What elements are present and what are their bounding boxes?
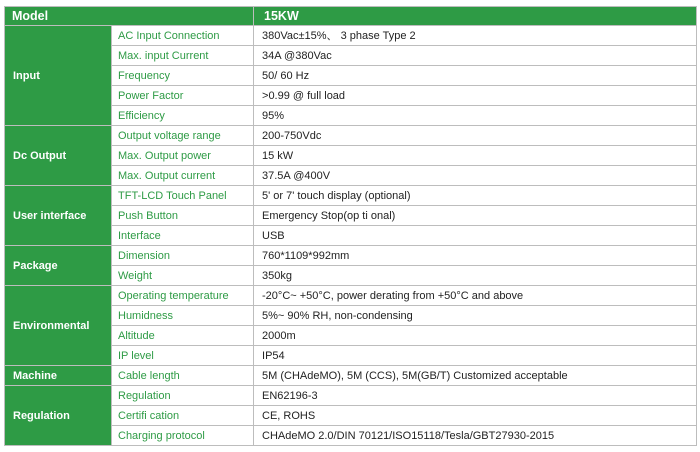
parameter-name: Max. Output power (112, 146, 254, 166)
table-row (5, 246, 697, 266)
parameter-name: IP level (112, 346, 254, 366)
parameter-value: 200-750Vdc (254, 126, 697, 146)
group-label: Dc Output (5, 126, 112, 186)
table-row (5, 366, 697, 386)
model-header-value: 15KW (254, 7, 697, 26)
parameter-value: 5M (CHAdeMO), 5M (CCS), 5M(GB/T) Customized acceptable (254, 366, 697, 386)
parameter-value: CE, ROHS (254, 406, 697, 426)
parameter-value: 5' or 7' touch display (optional) (254, 186, 697, 206)
parameter-value: EN62196-3 (254, 386, 697, 406)
parameter-value: 380Vac±15%、 3 phase Type 2 (254, 26, 697, 46)
parameter-name: TFT-LCD Touch Panel (112, 186, 254, 206)
parameter-value: >0.99 @ full load (254, 86, 697, 106)
parameter-value: 350kg (254, 266, 697, 286)
parameter-value: IP54 (254, 346, 697, 366)
parameter-value: 2000m (254, 326, 697, 346)
parameter-value: -20°C~ +50°C, power derating from +50°C and above (254, 286, 697, 306)
parameter-name: Humidness (112, 306, 254, 326)
group-label: Regulation (5, 386, 112, 446)
parameter-name: Operating temperature (112, 286, 254, 306)
parameter-name: Output voltage range (112, 126, 254, 146)
parameter-name: Push Button (112, 206, 254, 226)
parameter-name: Frequency (112, 66, 254, 86)
parameter-value: 5%~ 90% RH, non-condensing (254, 306, 697, 326)
spec-table (4, 6, 697, 446)
model-header-label: Model (5, 7, 254, 26)
group-label: Environmental (5, 286, 112, 366)
parameter-value: 50/ 60 Hz (254, 66, 697, 86)
parameter-value: 15 kW (254, 146, 697, 166)
table-row (5, 386, 697, 406)
parameter-name: Altitude (112, 326, 254, 346)
parameter-value: 95% (254, 106, 697, 126)
parameter-name: Interface (112, 226, 254, 246)
parameter-name: Max. Output current (112, 166, 254, 186)
parameter-name: Max. input Current (112, 46, 254, 66)
table-row (5, 286, 697, 306)
parameter-value: 34A @380Vac (254, 46, 697, 66)
parameter-name: Certifi cation (112, 406, 254, 426)
spec-body (5, 26, 697, 446)
group-label: Input (5, 26, 112, 126)
parameter-name: Cable length (112, 366, 254, 386)
table-row (5, 26, 697, 46)
group-label: Package (5, 246, 112, 286)
parameter-value: USB (254, 226, 697, 246)
parameter-value: CHAdeMO 2.0/DIN 70121/ISO15118/Tesla/GBT27930-2015 (254, 426, 697, 446)
group-label: Machine (5, 366, 112, 386)
table-row (5, 186, 697, 206)
parameter-name: Power Factor (112, 86, 254, 106)
parameter-value: Emergency Stop(op ti onal) (254, 206, 697, 226)
parameter-name: Regulation (112, 386, 254, 406)
parameter-value: 37.5A @400V (254, 166, 697, 186)
parameter-name: Efficiency (112, 106, 254, 126)
parameter-value: 760*1109*992mm (254, 246, 697, 266)
table-row (5, 126, 697, 146)
parameter-name: AC Input Connection (112, 26, 254, 46)
parameter-name: Weight (112, 266, 254, 286)
group-label: User interface (5, 186, 112, 246)
parameter-name: Charging protocol (112, 426, 254, 446)
parameter-name: Dimension (112, 246, 254, 266)
table-header-row (5, 7, 697, 26)
